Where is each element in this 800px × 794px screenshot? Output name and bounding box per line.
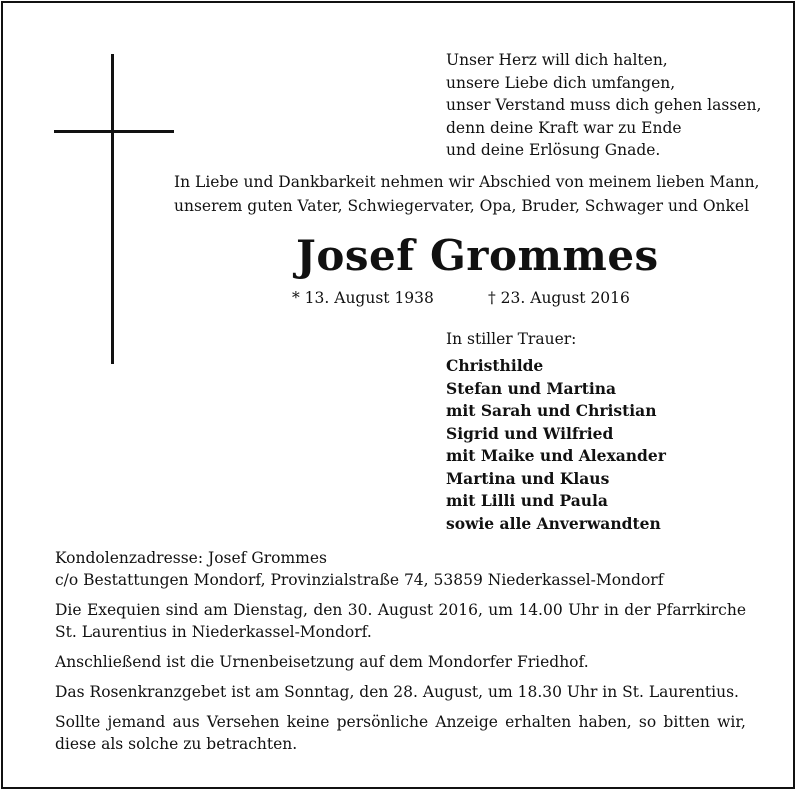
condolence-address: Kondolenzadresse: Josef Grommes [55,549,327,567]
deceased-name: Josef Grommes [296,231,659,280]
list-item: sowie alle Anverwandten [446,513,661,533]
cross-icon-horizontal [54,130,174,133]
list-item: mit Lilli und Paula [446,491,608,510]
poem-line: denn deine Kraft war zu Ende [446,118,682,137]
rosary-text: Das Rosenkranzgebet ist am Sonntag, den 28. August, um 18.30 Uhr in St. Laurentius. [55,683,739,701]
mourning-heading: In stiller Trauer: [446,330,577,348]
intro-text [174,170,759,218]
poem-line: und deine Erlösung Gnade. [446,141,661,159]
list-item: Christhilde [446,356,544,375]
list-item: Martina und Klaus [446,468,610,488]
birth-date: * 13. August 1938 [292,289,434,307]
list-item: Sigrid und Wilfried [446,423,614,443]
death-date: † 23. August 2016 [488,289,630,307]
intro-line: unserem guten Vater, Schwiegervater, Opa, Bruder, Schwager und Onkel [174,197,750,215]
info-block [55,547,746,763]
funeral-home-address: c/o Bestattungen Mondorf, Provinzialstraße 74, 53859 Niederkassel-Mondorf [55,571,664,589]
exequies-text: Die Exequien sind am Dienstag, den 30. August 2016, um 14.00 Uhr in der Pfarrkirche St. Laurentius in Niederkassel-Mondorf. [55,601,746,641]
burial-text: Anschließend ist die Urnenbeisetzung auf dem Mondorfer Friedhof. [55,653,589,671]
poem-line: Unser Herz will dich halten, [446,51,668,69]
poem [446,49,761,162]
list-item: Stefan und Martina [446,378,617,398]
mourners-list [446,355,666,535]
intro-line: In Liebe und Dankbarkeit nehmen wir Abschied von meinem lieben Mann, [174,173,760,191]
poem-line: unser Verstand muss dich gehen lassen, [446,96,762,114]
poem-line: unsere Liebe dich umfangen, [446,73,676,92]
list-item: mit Sarah und Christian [446,401,657,420]
list-item: mit Maike und Alexander [446,446,666,465]
note-text: Sollte jemand aus Versehen keine persönliche Anzeige erhalten haben, so bitten wir, diese als solche zu betrachten. [55,713,746,753]
cross-icon-vertical [111,54,114,364]
